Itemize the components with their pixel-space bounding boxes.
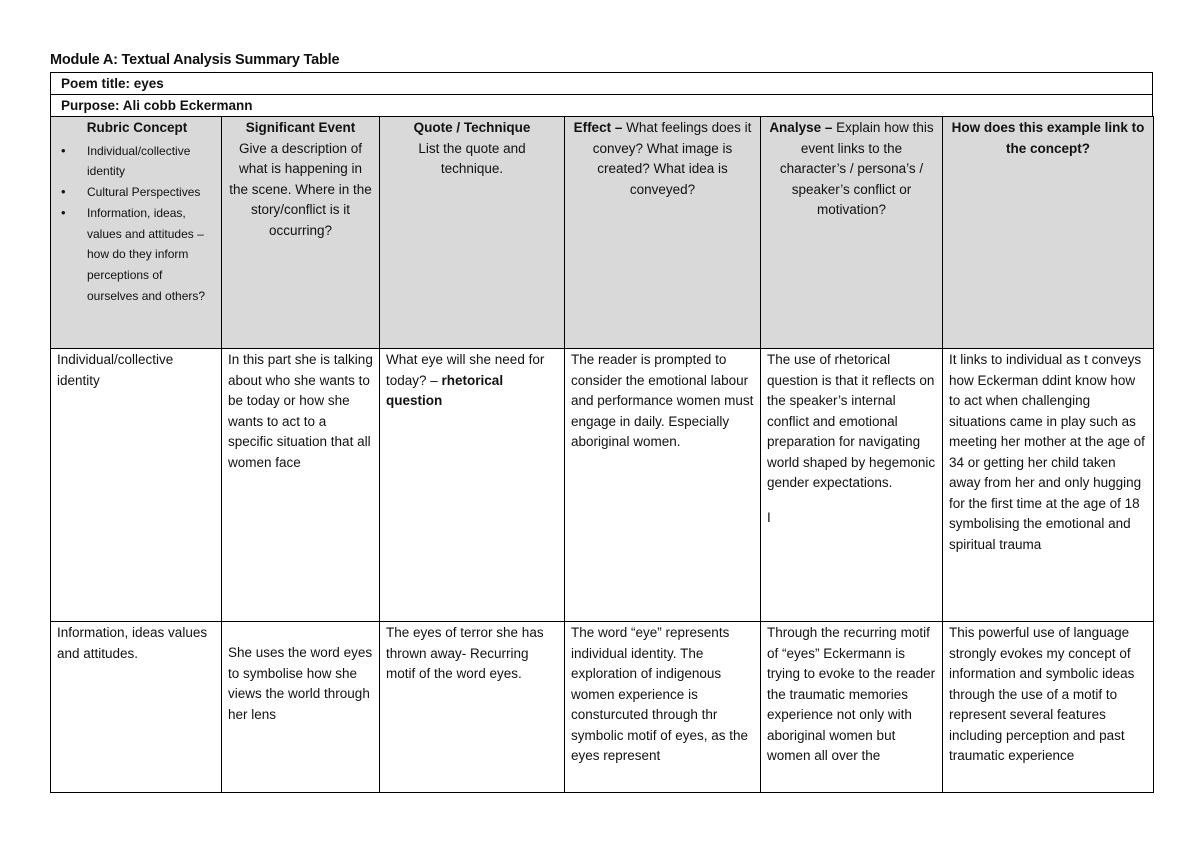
rubric-item: • Cultural Perspectives: [59, 182, 215, 203]
row1-analyse-extra: I: [767, 509, 771, 525]
row1-analyse-text: The use of rhetorical question is that it reflects on the speaker’s internal conflict and emotional preparation for navigating world shaped by hegemonic gender expectations.: [767, 352, 936, 490]
header-event-title: Significant Event: [245, 120, 356, 135]
header-event-desc: Give a description of what is happening in the scene. Where in the story/conflict is it occurring?: [229, 140, 372, 238]
table-header-row: [51, 117, 1154, 349]
header-analyse: [761, 117, 943, 349]
analysis-table: [50, 116, 1154, 793]
row2-concept: Information, ideas values and attitudes.: [51, 622, 222, 793]
header-analyse-title: Analyse –: [769, 120, 833, 135]
row1-analyse: [761, 349, 943, 622]
row1-effect: The reader is prompted to consider the emotional labour and performance women must engage in daily. Especially aboriginal women.: [565, 349, 761, 622]
row1-event: In this part she is talking about who she wants to be today or how she wants to act to a specific situation that all women face: [222, 349, 380, 622]
row2-event: [222, 622, 380, 793]
table-row: [51, 622, 1154, 793]
row1-quote-text: What eye will she need for today? –: [386, 352, 545, 388]
row2-event-text: She uses the word eyes to symbolise how she views the world through her lens: [228, 645, 373, 722]
row1-technique: rhetorical question: [386, 372, 504, 408]
row2-link: This powerful use of language strongly evokes my concept of information and symbolic ideas through the use of a motif to represent several features including perception and past traumatic experience: [943, 622, 1154, 793]
rubric-concept-list: [59, 141, 215, 307]
table-row: [51, 349, 1154, 622]
row2-analyse: Through the recurring motif of “eyes” Eckermann is trying to evoke to the reader the traumatic memories experience not only with aboriginal women but women all over the: [761, 622, 943, 793]
header-link-title: How does this example link to the concept?: [951, 120, 1145, 156]
row2-quote: The eyes of terror she has thrown away- Recurring motif of the word eyes.: [380, 622, 565, 793]
rubric-item: • Individual/collective identity: [59, 141, 215, 183]
header-link: [943, 117, 1154, 349]
header-significant-event: [222, 117, 380, 349]
purpose-row: Purpose: Ali cobb Eckermann: [50, 94, 1153, 116]
header-rubric-concept: [51, 117, 222, 349]
header-effect: [565, 117, 761, 349]
header-quote-technique: [380, 117, 565, 349]
row1-concept: Individual/collective identity: [51, 349, 222, 622]
rubric-item: • Information, ideas, values and attitudes – how do they inform perceptions of ourselves and others?: [59, 203, 215, 307]
header-quote-desc: List the quote and technique.: [418, 140, 526, 176]
row1-link: It links to individual as t conveys how Eckerman ddint know how to act when challenging situations came in play such as meeting her mother at the age of 34 or getting her child taken away from her and only hugging for the first time at the age of 18 symbolising the emotional and spiritual trauma: [943, 349, 1154, 622]
header-quote-title: Quote / Technique: [413, 120, 531, 135]
poem-title-row: Poem title: eyes: [50, 72, 1153, 94]
document-title: Module A: Textual Analysis Summary Table: [50, 52, 340, 68]
header-analyse-desc: Explain how this event links to the character’s / persona’s / speaker’s conflict or motivation?: [779, 120, 934, 217]
summary-table-container: [50, 72, 1153, 793]
header-effect-desc: What feelings does it convey? What image is created? What idea is conveyed?: [592, 120, 752, 197]
header-effect-title: Effect –: [573, 120, 623, 135]
row1-quote: [380, 349, 565, 622]
header-rubric-title: Rubric Concept: [86, 120, 188, 135]
row2-effect: The word “eye” represents individual identity. The exploration of indigenous women experience is consturcuted through thr symbolic motif of eyes, as the eyes represent: [565, 622, 761, 793]
